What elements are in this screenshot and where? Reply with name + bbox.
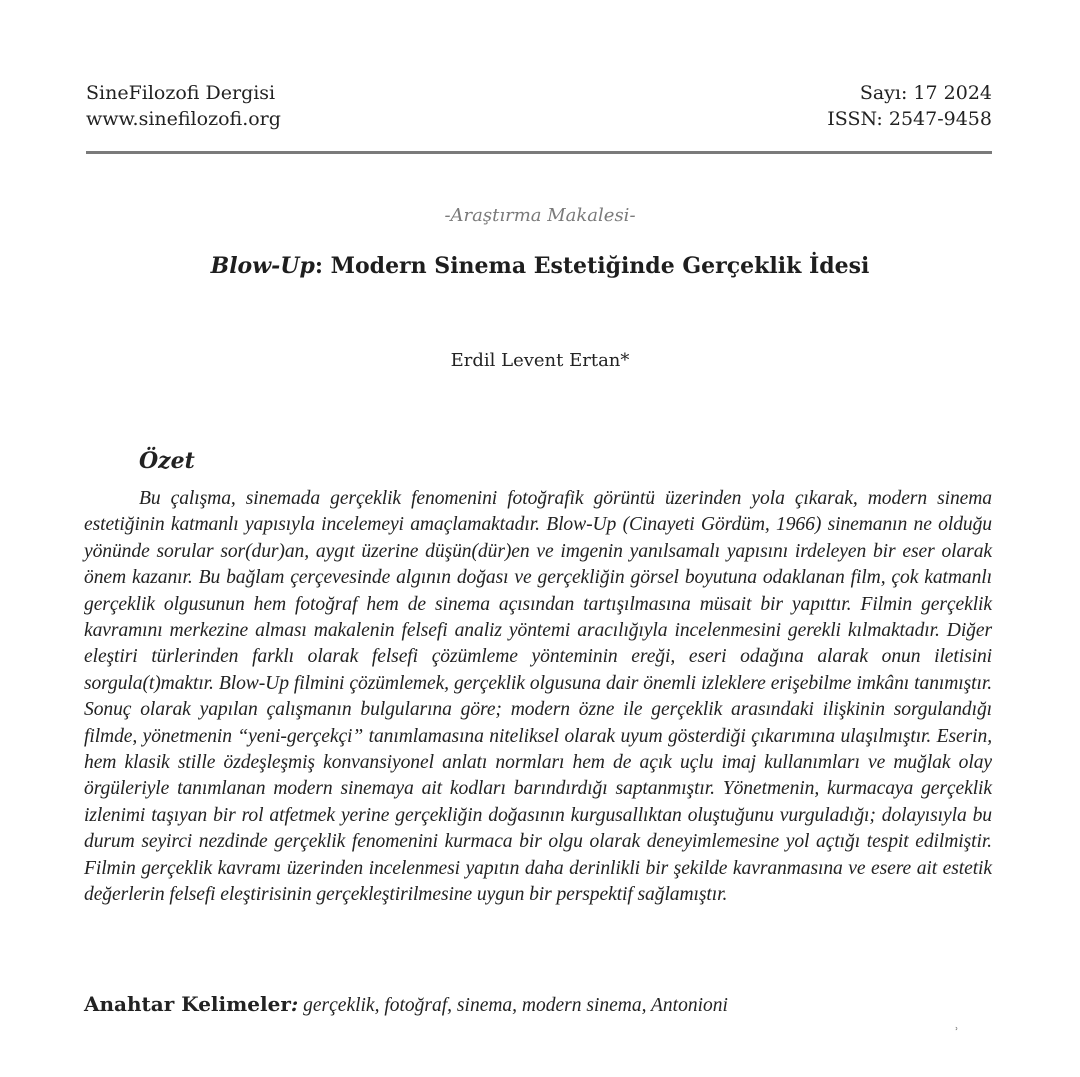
keywords-list: gerçeklik, fotoğraf, sinema, modern sinema, Antonioni — [298, 995, 728, 1016]
journal-header-right — [827, 80, 992, 132]
abstract-body: Bu çalışma, sinemada gerçeklik fenomenini fotoğrafik görüntü üzerinden yola çıkarak, modern sinema estetiğinin katmanlı yapısıyla incelemeyi amaçlamaktadır. Blow-Up (Cinayeti Gördüm, 1966) sinemanın ne olduğu yönünde sorular sor(dur)an, aygıt üzerine düşün(dür)en ve imgenin yanılsamalı yapısını irdeleyen bir eser olarak önem kazanır. Bu bağlam çerçevesinde algının doğası ve gerçekliğin görsel boyutuna odaklanan film, çok katmanlı gerçeklik olgusunun hem fotoğraf hem de sinema açısından tartışılmasına müsait bir yapıttır. Filmin gerçeklik kavramını merkezine alması makalenin felsefi analiz yöntemi aracılığıyla incelenmesini gerekli kılmaktadır. Diğer eleştiri türlerinden farklı olarak felsefi çözümleme yönteminin ereği, eseri odağına alarak onun iletisini sorgula(t)maktır. Blow-Up filmini çözümlemek, gerçeklik olgusuna dair önemli izleklere erişebilme imkânı tanımıştır. Sonuç olarak yapılan çalışmanın bulgularına göre; modern özne ile gerçeklik arasındaki ilişkinin sorgulandığı filmde, yönetmenin “yeni-gerçekçi” tanımlamasına niteliksel olarak uyum gösterdiği çıkarımına ulaşılmıştır. Eserin, hem klasik stille özdeşleşmiş konvansiyonel anlatı normları hem de açık uçlu imaj kullanımları ve muğlak olay örgüleriyle tanımlanan modern sinemaya ait kodları barındırdığı saptanmıştır. Yönetmenin, kurmacaya gerçeklik izlenimi taşıyan bir rol atfetmek yerine gerçekliğin doğasının kurgusallıktan oluştuğunu vurguladığı; dolayısıyla bu durum seyirci nezdinde gerçeklik fenomenini kurmaca bir olgu olarak deneyimlemesine yol açtığı tespit edilmiştir. Filmin gerçeklik kavramı üzerinden incelenmesi yapıtın daha derinlikli bir şekilde kavranmasına ve esere ait estetik değerlerin felsefi eleştirisinin gerçekleştirilmesine uygun bir perspektif sağlamıştır. — [84, 488, 992, 906]
journal-name: SineFilozofi Dergisi — [86, 82, 276, 104]
abstract-heading: Özet — [139, 448, 195, 474]
article-type: -Araştırma Makalesi- — [444, 205, 636, 226]
article-title-italic: Blow-Up — [210, 253, 315, 279]
article-title — [0, 253, 1080, 279]
keywords-colon: : — [290, 992, 299, 1016]
header-divider — [86, 151, 992, 154]
journal-header-left — [86, 80, 281, 132]
keywords — [84, 992, 728, 1017]
issue-number: Sayı: 17 2024 — [859, 82, 992, 104]
keywords-label: Anahtar Kelimeler — [84, 992, 291, 1016]
issn: ISSN: 2547-9458 — [827, 108, 992, 130]
scan-mark-icon: ʾ — [955, 1025, 959, 1039]
article-title-rest: : Modern Sinema Estetiğinde Gerçeklik İdesi — [314, 253, 870, 279]
journal-website: www.sinefilozofi.org — [86, 108, 281, 130]
author-name: Erdil Levent Ertan* — [450, 350, 630, 371]
